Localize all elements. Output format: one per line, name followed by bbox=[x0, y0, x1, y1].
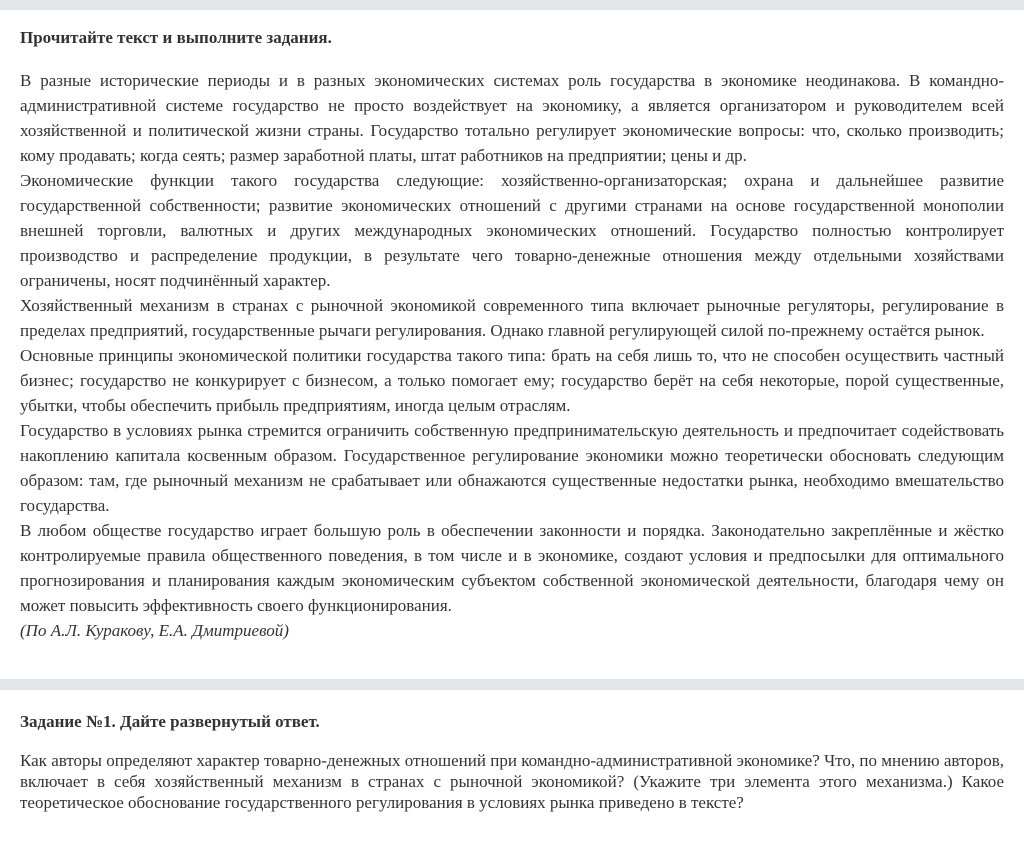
task-1-question: Как авторы определяют характер товарно-денежных отношений при командно-административной экономике? Что, по мнению авторов, включает в себя хозяйственный механизм в странах с рыночной экономикой? (Укажите три элемента этого механизма.) Какое теоретическое обоснование государственного регулирования в условиях рынка приведено в тексте? bbox=[20, 751, 1004, 812]
task-1-card bbox=[0, 690, 1024, 813]
reading-text-card bbox=[0, 10, 1024, 679]
paragraph-4: Основные принципы экономической политики государства такого типа: брать на себя лишь то, что не способен осуществить частный бизнес; государство не конкурирует с бизнесом, а только помогает ему; государство берёт на себя некоторые, порой существенные, убытки, чтобы обеспечить прибыль предприятиям, иногда целым отраслям. bbox=[20, 346, 1004, 415]
reading-heading: Прочитайте текст и выполните задания. bbox=[20, 28, 332, 47]
paragraph-1: В разные исторические периоды и в разных экономических системах роль государства в экономике неодинакова. В командно-административной системе государство не просто воздействует на экономику, а является организатором и руководителем всей хозяйственной и политической жизни страны. Государство тотально регулирует экономические вопросы: что, сколько производить; кому продавать; когда сеять; размер заработной платы, штат работников на предприятии; цены и др. bbox=[20, 71, 1004, 165]
task-1-heading: Задание №1. Дайте развернутый ответ. bbox=[20, 712, 320, 731]
source-citation: (По А.Л. Куракову, Е.А. Дмитриевой) bbox=[20, 621, 289, 640]
paragraph-3: Хозяйственный механизм в странах с рыночной экономикой современного типа включает рыночные регуляторы, регулирование в пределах предприятий, государственные рычаги регулирования. Однако главной регулирующей силой по-прежнему остаётся рынок. bbox=[20, 296, 1004, 340]
section-divider bbox=[0, 679, 1024, 690]
paragraph-2: Экономические функции такого государства следующие: хозяйственно-организаторская; охрана и дальнейшее развитие государственной собственности; развитие экономических отношений с другими странами на основе государственной монополии внешней торговли, валютных и других международных экономических отношений. Государство полностью контролирует производство и распределение продукции, в результате чего товарно-денежные отношения между отдельными хозяйствами ограничены, носят подчинённый характер. bbox=[20, 171, 1004, 290]
paragraph-5: Государство в условиях рынка стремится ограничить собственную предпринимательскую деятельность и предпочитает содействовать накоплению капитала косвенным образом. Государственное регулирование экономики можно теоретически обосновать следующим образом: там, где рыночный механизм не срабатывает или обнажаются существенные недостатки рынка, необходимо вмешательство государства. bbox=[20, 421, 1004, 515]
paragraph-6: В любом обществе государство играет большую роль в обеспечении законности и порядка. Законодательно закреплённые и жёстко контролируемые правила общественного поведения, в том числе и в экономике, создают условия и предпосылки для оптимального прогнозирования и планирования каждым экономическим субъектом собственной экономической деятельности, благодаря чему он может повысить эффективность своего функционирования. bbox=[20, 521, 1004, 615]
top-divider bbox=[0, 0, 1024, 10]
